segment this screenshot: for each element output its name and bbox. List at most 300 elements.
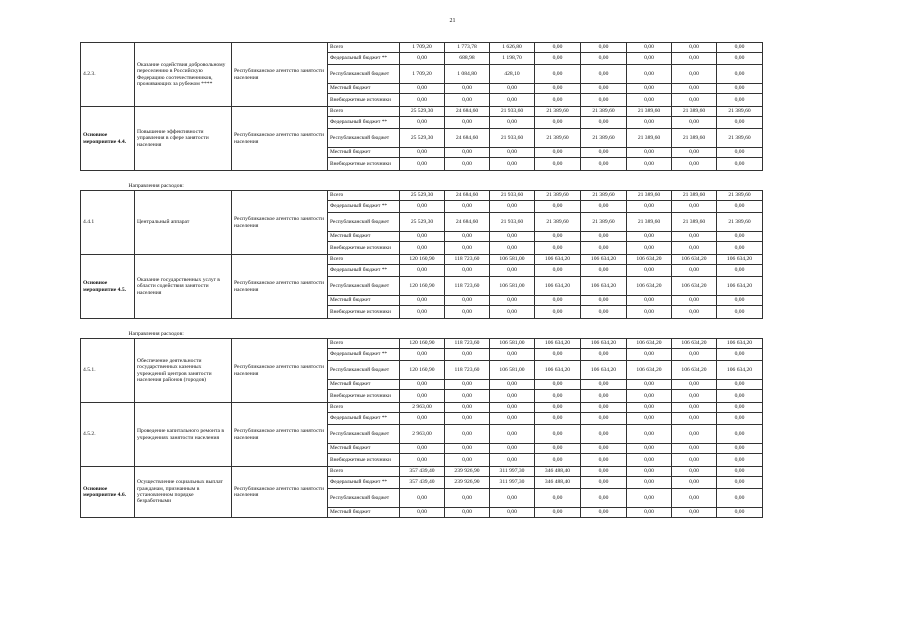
amount-cell: 0,00: [627, 84, 672, 94]
budget-table: [80, 42, 763, 518]
amount-cell: 2 963,00: [400, 425, 445, 444]
amount-cell: 0,00: [400, 306, 445, 319]
amount-cell: 0,00: [445, 508, 490, 518]
amount-cell: 0,00: [400, 84, 445, 94]
funding-source: Местный бюджет: [328, 380, 400, 390]
amount-cell: 311 997,30: [490, 467, 535, 477]
funding-source: Республиканский бюджет: [328, 425, 400, 444]
amount-cell: 0,00: [400, 265, 445, 277]
amount-cell: 106 634,20: [535, 339, 581, 349]
amount-cell: 0,00: [581, 265, 627, 277]
amount-cell: 0,00: [535, 296, 581, 306]
amount-cell: 21 933,60: [490, 107, 535, 117]
amount-cell: 0,00: [581, 508, 627, 518]
amount-cell: 0,00: [672, 53, 717, 65]
activity-name: Проведение капитального ремонта в учреждениях занятости населения: [135, 403, 232, 467]
amount-cell: 0,00: [535, 390, 581, 403]
amount-cell: 118 723,60: [445, 361, 490, 380]
amount-cell: 21 389,60: [672, 129, 717, 148]
amount-cell: 0,00: [717, 117, 763, 129]
amount-cell: 1 198,70: [490, 53, 535, 65]
amount-cell: 0,00: [627, 380, 672, 390]
amount-cell: 0,00: [627, 444, 672, 454]
amount-cell: 0,00: [535, 242, 581, 255]
funding-source: Всего: [328, 43, 400, 53]
amount-cell: 0,00: [400, 201, 445, 213]
amount-cell: 0,00: [581, 84, 627, 94]
amount-cell: 0,00: [672, 306, 717, 319]
activity-executor: Республиканское агентство занятости населения: [232, 107, 328, 171]
amount-cell: 0,00: [490, 508, 535, 518]
amount-cell: 0,00: [535, 349, 581, 361]
amount-cell: 0,00: [581, 43, 627, 53]
amount-cell: 118 723,60: [445, 255, 490, 265]
amount-cell: 106 634,20: [717, 277, 763, 296]
amount-cell: 0,00: [581, 380, 627, 390]
amount-cell: 106 634,20: [717, 361, 763, 380]
amount-cell: 0,00: [581, 232, 627, 242]
amount-cell: 0,00: [535, 380, 581, 390]
amount-cell: 120 160,90: [400, 339, 445, 349]
amount-cell: 21 389,60: [535, 213, 581, 232]
amount-cell: 106 634,20: [627, 255, 672, 265]
amount-cell: 2 963,00: [400, 403, 445, 413]
amount-cell: 0,00: [717, 467, 763, 477]
amount-cell: 106 634,20: [581, 277, 627, 296]
amount-cell: 106 634,20: [672, 339, 717, 349]
activity-code: Основное мероприятие 4.5.: [81, 255, 135, 319]
amount-cell: 0,00: [535, 232, 581, 242]
funding-source: Внебюджетные источники: [328, 306, 400, 319]
amount-cell: 0,00: [627, 43, 672, 53]
table-row: [81, 403, 763, 413]
amount-cell: 0,00: [627, 306, 672, 319]
amount-cell: 106 634,20: [627, 361, 672, 380]
amount-cell: 0,00: [400, 413, 445, 425]
funding-source: Всего: [328, 403, 400, 413]
amount-cell: 120 160,90: [400, 361, 445, 380]
amount-cell: 0,00: [581, 425, 627, 444]
amount-cell: 239 926,90: [445, 477, 490, 489]
amount-cell: 1 626,80: [490, 43, 535, 53]
amount-cell: 0,00: [490, 84, 535, 94]
amount-cell: 0,00: [400, 117, 445, 129]
amount-cell: 0,00: [581, 65, 627, 84]
amount-cell: 0,00: [445, 390, 490, 403]
amount-cell: 0,00: [535, 413, 581, 425]
amount-cell: 21 933,60: [490, 191, 535, 201]
amount-cell: 24 684,60: [445, 129, 490, 148]
amount-cell: 106 581,00: [490, 255, 535, 265]
activity-code: Основное мероприятие 4.6.: [81, 467, 135, 518]
amount-cell: 1 709,20: [400, 65, 445, 84]
amount-cell: 106 581,00: [490, 277, 535, 296]
amount-cell: 0,00: [717, 403, 763, 413]
amount-cell: 0,00: [627, 390, 672, 403]
funding-source: Внебюджетные источники: [328, 94, 400, 107]
amount-cell: 0,00: [445, 265, 490, 277]
amount-cell: 0,00: [445, 296, 490, 306]
amount-cell: 0,00: [445, 413, 490, 425]
amount-cell: 0,00: [490, 380, 535, 390]
funding-source: Всего: [328, 191, 400, 201]
amount-cell: 0,00: [672, 403, 717, 413]
amount-cell: 21 933,60: [490, 129, 535, 148]
funding-source: Всего: [328, 467, 400, 477]
amount-cell: 0,00: [717, 201, 763, 213]
funding-source: Местный бюджет: [328, 232, 400, 242]
amount-cell: 0,00: [445, 232, 490, 242]
amount-cell: 428,10: [490, 65, 535, 84]
amount-cell: 106 634,20: [672, 255, 717, 265]
amount-cell: 0,00: [581, 467, 627, 477]
funding-source: Республиканский бюджет: [328, 213, 400, 232]
amount-cell: 688,98: [445, 53, 490, 65]
amount-cell: 0,00: [445, 425, 490, 444]
activity-name: Обеспечение деятельности государственных казенных учреждений центров занятости населения районов (городов): [135, 339, 232, 403]
funding-source: Республиканский бюджет: [328, 277, 400, 296]
amount-cell: 120 160,90: [400, 277, 445, 296]
amount-cell: 0,00: [672, 43, 717, 53]
amount-cell: 1 773,78: [445, 43, 490, 53]
amount-cell: 0,00: [717, 477, 763, 489]
amount-cell: 0,00: [445, 306, 490, 319]
amount-cell: 21 389,60: [717, 213, 763, 232]
amount-cell: 0,00: [535, 489, 581, 508]
funding-source: Всего: [328, 107, 400, 117]
amount-cell: 0,00: [581, 489, 627, 508]
amount-cell: 0,00: [627, 477, 672, 489]
amount-cell: 118 723,60: [445, 277, 490, 296]
amount-cell: 0,00: [717, 349, 763, 361]
funding-source: Внебюджетные источники: [328, 242, 400, 255]
amount-cell: 0,00: [717, 265, 763, 277]
amount-cell: 0,00: [672, 232, 717, 242]
funding-source: Федеральный бюджет **: [328, 201, 400, 213]
amount-cell: 0,00: [535, 148, 581, 158]
amount-cell: 21 389,60: [717, 129, 763, 148]
amount-cell: 0,00: [400, 454, 445, 467]
amount-cell: 0,00: [535, 65, 581, 84]
funding-source: Местный бюджет: [328, 296, 400, 306]
amount-cell: 106 634,20: [627, 277, 672, 296]
activity-executor: Республиканское агентство занятости населения: [232, 43, 328, 107]
funding-source: Внебюджетные источники: [328, 158, 400, 171]
table-row: [81, 191, 763, 201]
amount-cell: 21 389,60: [717, 191, 763, 201]
amount-cell: 0,00: [717, 65, 763, 84]
amount-cell: 0,00: [535, 454, 581, 467]
amount-cell: 0,00: [672, 413, 717, 425]
table-row: [81, 339, 763, 349]
amount-cell: 0,00: [717, 84, 763, 94]
amount-cell: 0,00: [717, 53, 763, 65]
amount-cell: 25 529,30: [400, 129, 445, 148]
amount-cell: 0,00: [672, 489, 717, 508]
amount-cell: 0,00: [627, 508, 672, 518]
funding-source: Федеральный бюджет **: [328, 117, 400, 129]
amount-cell: 0,00: [400, 158, 445, 171]
amount-cell: 0,00: [672, 84, 717, 94]
amount-cell: 0,00: [535, 508, 581, 518]
amount-cell: 0,00: [627, 158, 672, 171]
amount-cell: 0,00: [627, 148, 672, 158]
amount-cell: 21 389,60: [627, 129, 672, 148]
amount-cell: 0,00: [400, 232, 445, 242]
amount-cell: 0,00: [717, 489, 763, 508]
amount-cell: 0,00: [717, 425, 763, 444]
amount-cell: 0,00: [581, 390, 627, 403]
amount-cell: 0,00: [672, 117, 717, 129]
amount-cell: 0,00: [672, 508, 717, 518]
activity-code: Основное мероприятие 4.4.: [81, 107, 135, 171]
amount-cell: 346 488,40: [535, 477, 581, 489]
amount-cell: 0,00: [535, 158, 581, 171]
activity-name: Осуществление социальных выплат гражданам, признанным в установленном порядке безработными: [135, 467, 232, 518]
amount-cell: 0,00: [581, 454, 627, 467]
amount-cell: 21 389,60: [581, 213, 627, 232]
amount-cell: 21 389,60: [535, 107, 581, 117]
amount-cell: 0,00: [490, 489, 535, 508]
amount-cell: 106 634,20: [535, 277, 581, 296]
amount-cell: 106 634,20: [672, 277, 717, 296]
amount-cell: 0,00: [400, 349, 445, 361]
activity-code: 4.5.1.: [81, 339, 135, 403]
amount-cell: 0,00: [717, 306, 763, 319]
amount-cell: 0,00: [535, 84, 581, 94]
amount-cell: 0,00: [627, 65, 672, 84]
activity-code: 4.2.3.: [81, 43, 135, 107]
activity-executor: Республиканское агентство занятости населения: [232, 467, 328, 518]
amount-cell: 21 389,60: [581, 191, 627, 201]
activity-code: 4.4.1: [81, 191, 135, 255]
amount-cell: 0,00: [490, 349, 535, 361]
amount-cell: 0,00: [672, 296, 717, 306]
amount-cell: 0,00: [490, 242, 535, 255]
amount-cell: 0,00: [672, 158, 717, 171]
amount-cell: 0,00: [672, 148, 717, 158]
amount-cell: 0,00: [445, 444, 490, 454]
table-row: [81, 255, 763, 265]
amount-cell: 21 389,60: [535, 129, 581, 148]
amount-cell: 21 389,60: [672, 213, 717, 232]
amount-cell: 106 634,20: [672, 361, 717, 380]
funding-source: Местный бюджет: [328, 444, 400, 454]
amount-cell: 0,00: [445, 242, 490, 255]
amount-cell: 0,00: [490, 403, 535, 413]
activity-executor: Республиканское агентство занятости населения: [232, 191, 328, 255]
amount-cell: 0,00: [445, 454, 490, 467]
amount-cell: 0,00: [445, 349, 490, 361]
amount-cell: 0,00: [581, 296, 627, 306]
amount-cell: 106 634,20: [717, 255, 763, 265]
section-header-row: [81, 319, 763, 339]
amount-cell: 0,00: [535, 306, 581, 319]
activity-executor: Республиканское агентство занятости населения: [232, 255, 328, 319]
funding-source: Всего: [328, 255, 400, 265]
amount-cell: 0,00: [535, 444, 581, 454]
funding-source: Федеральный бюджет **: [328, 265, 400, 277]
amount-cell: 0,00: [672, 477, 717, 489]
funding-source: Республиканский бюджет: [328, 489, 400, 508]
amount-cell: 0,00: [445, 201, 490, 213]
amount-cell: 0,00: [627, 94, 672, 107]
amount-cell: 0,00: [535, 94, 581, 107]
amount-cell: 0,00: [490, 413, 535, 425]
amount-cell: 0,00: [717, 390, 763, 403]
amount-cell: 0,00: [581, 148, 627, 158]
amount-cell: 0,00: [581, 413, 627, 425]
amount-cell: 0,00: [490, 444, 535, 454]
amount-cell: 0,00: [581, 53, 627, 65]
amount-cell: 0,00: [672, 380, 717, 390]
funding-source: Внебюджетные источники: [328, 390, 400, 403]
amount-cell: 0,00: [717, 43, 763, 53]
amount-cell: 0,00: [581, 306, 627, 319]
amount-cell: 0,00: [627, 467, 672, 477]
funding-source: Федеральный бюджет **: [328, 349, 400, 361]
amount-cell: 21 389,60: [672, 107, 717, 117]
amount-cell: 0,00: [445, 148, 490, 158]
amount-cell: 0,00: [581, 242, 627, 255]
amount-cell: 21 933,60: [490, 213, 535, 232]
amount-cell: 25 529,30: [400, 191, 445, 201]
amount-cell: 0,00: [445, 94, 490, 107]
amount-cell: 0,00: [490, 425, 535, 444]
amount-cell: 0,00: [717, 148, 763, 158]
amount-cell: 25 529,30: [400, 213, 445, 232]
amount-cell: 0,00: [717, 296, 763, 306]
funding-source: Местный бюджет: [328, 84, 400, 94]
amount-cell: 0,00: [400, 53, 445, 65]
amount-cell: 0,00: [627, 53, 672, 65]
amount-cell: 21 389,60: [672, 191, 717, 201]
amount-cell: 0,00: [672, 467, 717, 477]
amount-cell: 21 389,60: [535, 191, 581, 201]
amount-cell: 0,00: [717, 444, 763, 454]
amount-cell: 0,00: [672, 425, 717, 444]
amount-cell: 106 634,20: [581, 339, 627, 349]
amount-cell: 0,00: [717, 454, 763, 467]
activity-name: Центральный аппарат: [135, 191, 232, 255]
section-spacer: [328, 171, 763, 191]
amount-cell: 21 389,60: [581, 129, 627, 148]
funding-source: Федеральный бюджет **: [328, 477, 400, 489]
amount-cell: 0,00: [400, 390, 445, 403]
amount-cell: 0,00: [535, 43, 581, 53]
amount-cell: 0,00: [490, 94, 535, 107]
amount-cell: 0,00: [490, 201, 535, 213]
amount-cell: 0,00: [400, 444, 445, 454]
amount-cell: 21 389,60: [627, 213, 672, 232]
amount-cell: 0,00: [717, 94, 763, 107]
amount-cell: 0,00: [627, 265, 672, 277]
amount-cell: 106 634,20: [535, 361, 581, 380]
activity-name: Оказание содействия добровольному переселению в Российскую Федерацию соотечественников, проживающих за рубежом ****: [135, 43, 232, 107]
amount-cell: 0,00: [490, 265, 535, 277]
amount-cell: 0,00: [400, 508, 445, 518]
funding-source: Республиканский бюджет: [328, 129, 400, 148]
amount-cell: 106 581,00: [490, 339, 535, 349]
amount-cell: 0,00: [717, 242, 763, 255]
amount-cell: 1 709,20: [400, 43, 445, 53]
amount-cell: 0,00: [490, 306, 535, 319]
amount-cell: 24 684,60: [445, 107, 490, 117]
amount-cell: 0,00: [717, 232, 763, 242]
amount-cell: 24 684,60: [445, 213, 490, 232]
amount-cell: 0,00: [581, 158, 627, 171]
amount-cell: 0,00: [535, 403, 581, 413]
amount-cell: 311 997,30: [490, 477, 535, 489]
amount-cell: 106 634,20: [627, 339, 672, 349]
amount-cell: 0,00: [490, 158, 535, 171]
section-header-row: [81, 171, 763, 191]
amount-cell: 0,00: [627, 117, 672, 129]
section-spacer: [328, 319, 763, 339]
amount-cell: 106 634,20: [535, 255, 581, 265]
amount-cell: 239 926,90: [445, 467, 490, 477]
amount-cell: 0,00: [581, 444, 627, 454]
amount-cell: 106 634,20: [717, 339, 763, 349]
amount-cell: 0,00: [400, 242, 445, 255]
amount-cell: 25 529,30: [400, 107, 445, 117]
amount-cell: 0,00: [445, 158, 490, 171]
amount-cell: 0,00: [490, 117, 535, 129]
funding-source: Республиканский бюджет: [328, 361, 400, 380]
amount-cell: 21 389,60: [627, 107, 672, 117]
amount-cell: 106 581,00: [490, 361, 535, 380]
amount-cell: 0,00: [445, 380, 490, 390]
amount-cell: 0,00: [672, 454, 717, 467]
amount-cell: 0,00: [672, 94, 717, 107]
table-row: [81, 43, 763, 53]
amount-cell: 0,00: [445, 489, 490, 508]
amount-cell: 0,00: [672, 444, 717, 454]
amount-cell: 0,00: [672, 201, 717, 213]
amount-cell: 21 389,60: [717, 107, 763, 117]
amount-cell: 0,00: [535, 201, 581, 213]
amount-cell: 0,00: [627, 413, 672, 425]
page-number: 21: [449, 18, 456, 24]
amount-cell: 0,00: [627, 403, 672, 413]
amount-cell: 21 389,60: [627, 191, 672, 201]
amount-cell: 0,00: [581, 201, 627, 213]
activity-name: Оказание государственных услуг в области содействия занятости населения: [135, 255, 232, 319]
funding-source: Местный бюджет: [328, 508, 400, 518]
amount-cell: 0,00: [627, 489, 672, 508]
amount-cell: 346 488,40: [535, 467, 581, 477]
amount-cell: 0,00: [581, 477, 627, 489]
activity-executor: Республиканское агентство занятости населения: [232, 339, 328, 403]
amount-cell: 0,00: [627, 242, 672, 255]
amount-cell: 0,00: [445, 117, 490, 129]
amount-cell: 0,00: [400, 489, 445, 508]
activity-executor: Республиканское агентство занятости населения: [232, 403, 328, 467]
amount-cell: 0,00: [445, 403, 490, 413]
amount-cell: 357 439,40: [400, 467, 445, 477]
amount-cell: 0,00: [400, 296, 445, 306]
amount-cell: 106 634,20: [581, 361, 627, 380]
amount-cell: 0,00: [672, 265, 717, 277]
amount-cell: 0,00: [490, 296, 535, 306]
amount-cell: 0,00: [627, 425, 672, 444]
amount-cell: 0,00: [581, 117, 627, 129]
funding-source: Республиканский бюджет: [328, 65, 400, 84]
amount-cell: 0,00: [627, 454, 672, 467]
amount-cell: 0,00: [535, 117, 581, 129]
activity-name: Повышение эффективности управления в сфере занятости населения: [135, 107, 232, 171]
table-row: [81, 107, 763, 117]
